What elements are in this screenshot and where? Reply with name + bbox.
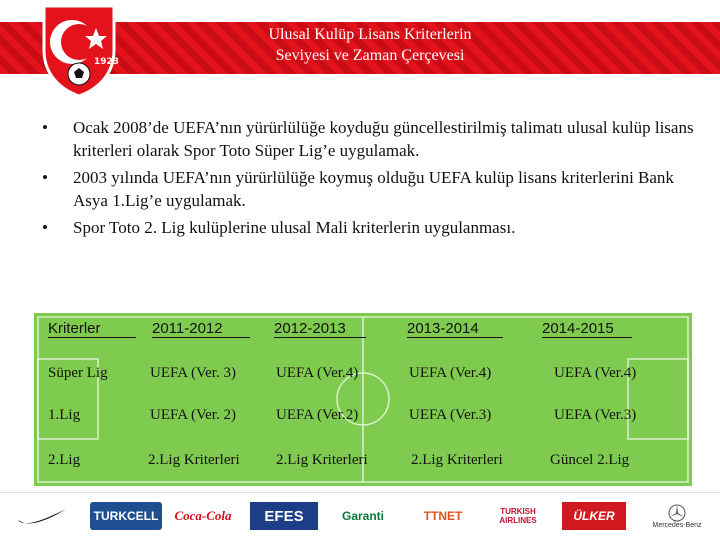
bullet-item [42, 216, 702, 239]
header-2012-2013: 2012-2013 [274, 320, 366, 338]
bullet-dot-icon: • [42, 168, 48, 187]
header-2011-2012: 2011-2012 [152, 320, 250, 338]
table-cell: 2.Lig Kriterleri [276, 452, 368, 468]
table-cell: UEFA (Ver.4) [409, 365, 492, 381]
row-label-super-lig: Süper Lig [48, 365, 108, 381]
row-label-1-lig: 1.Lig [48, 407, 81, 423]
table-cell: UEFA (Ver.4) [276, 365, 359, 381]
header-2014-2015: 2014-2015 [542, 320, 632, 338]
bullet-text: Ocak 2008’de UEFA’nın yürürlülüğe koyduğu güncellestirilmiş talimatı ulusal kulüp lisans kriterleri olarak Spor Toto Süper Lig’e uygulamak. [73, 118, 694, 160]
sponsor-ulker-logo: ÜLKER [562, 502, 626, 530]
federation-logo-icon [36, 2, 122, 98]
bullet-text: 2003 yılında UEFA’nın yürürlülüğe koymuş olduğu UEFA kulüp lisans kriterlerini Bank Asya 1.Lig’e uygulamak. [73, 168, 674, 210]
nike-swoosh-icon [14, 506, 70, 526]
table-cell: UEFA (Ver.3) [409, 407, 492, 423]
sponsor-turkish-airlines-logo: TURKISH AIRLINES [499, 507, 537, 525]
table-cell: UEFA (Ver. 2) [150, 407, 236, 423]
title-line-2: Seviyesi ve Zaman Çerçevesi [275, 47, 465, 64]
bullet-dot-icon: • [42, 118, 48, 137]
sponsor-turkcell-logo: TURKCELL [90, 502, 162, 530]
bullet-text: Spor Toto 2. Lig kulüplerine ulusal Mali kriterlerin uygulanması. [73, 218, 516, 237]
mercedes-star-icon [668, 504, 686, 522]
table-cell: UEFA (Ver.3) [554, 407, 637, 423]
table-cell: UEFA (Ver.4) [554, 365, 637, 381]
bullet-dot-icon: • [42, 218, 48, 237]
sponsor-ttnet-logo: TTNET [423, 509, 463, 523]
header-criteria: Kriterler [48, 320, 136, 338]
table-cell: UEFA (Ver.2) [276, 407, 359, 423]
sponsor-efes-logo: EFES [250, 502, 318, 530]
criteria-table [34, 313, 692, 486]
bullet-item [42, 166, 702, 212]
table-cell: Güncel 2.Lig [550, 452, 630, 468]
table-cell: 2.Lig Kriterleri [148, 452, 240, 468]
sponsor-bar [0, 492, 720, 540]
title-line-1: Ulusal Kulüp Lisans Kriterlerin [268, 26, 472, 43]
sponsor-cocacola-logo: Coca-Cola [174, 508, 232, 523]
sponsor-mercedes-label: Mercedes-Benz [652, 521, 702, 529]
svg-text:1923: 1923 [94, 57, 120, 67]
sponsor-garanti-logo: Garanti [341, 509, 384, 523]
table-cell: UEFA (Ver. 3) [150, 365, 236, 381]
bullet-list [42, 116, 702, 243]
table-cell: 2.Lig Kriterleri [411, 452, 503, 468]
row-label-2-lig: 2.Lig [48, 452, 81, 468]
header-2013-2014: 2013-2014 [407, 320, 503, 338]
page-title [150, 24, 590, 66]
bullet-item [42, 116, 702, 162]
sponsor-mercedes-logo [640, 502, 714, 530]
sponsor-nike-logo [10, 502, 74, 530]
